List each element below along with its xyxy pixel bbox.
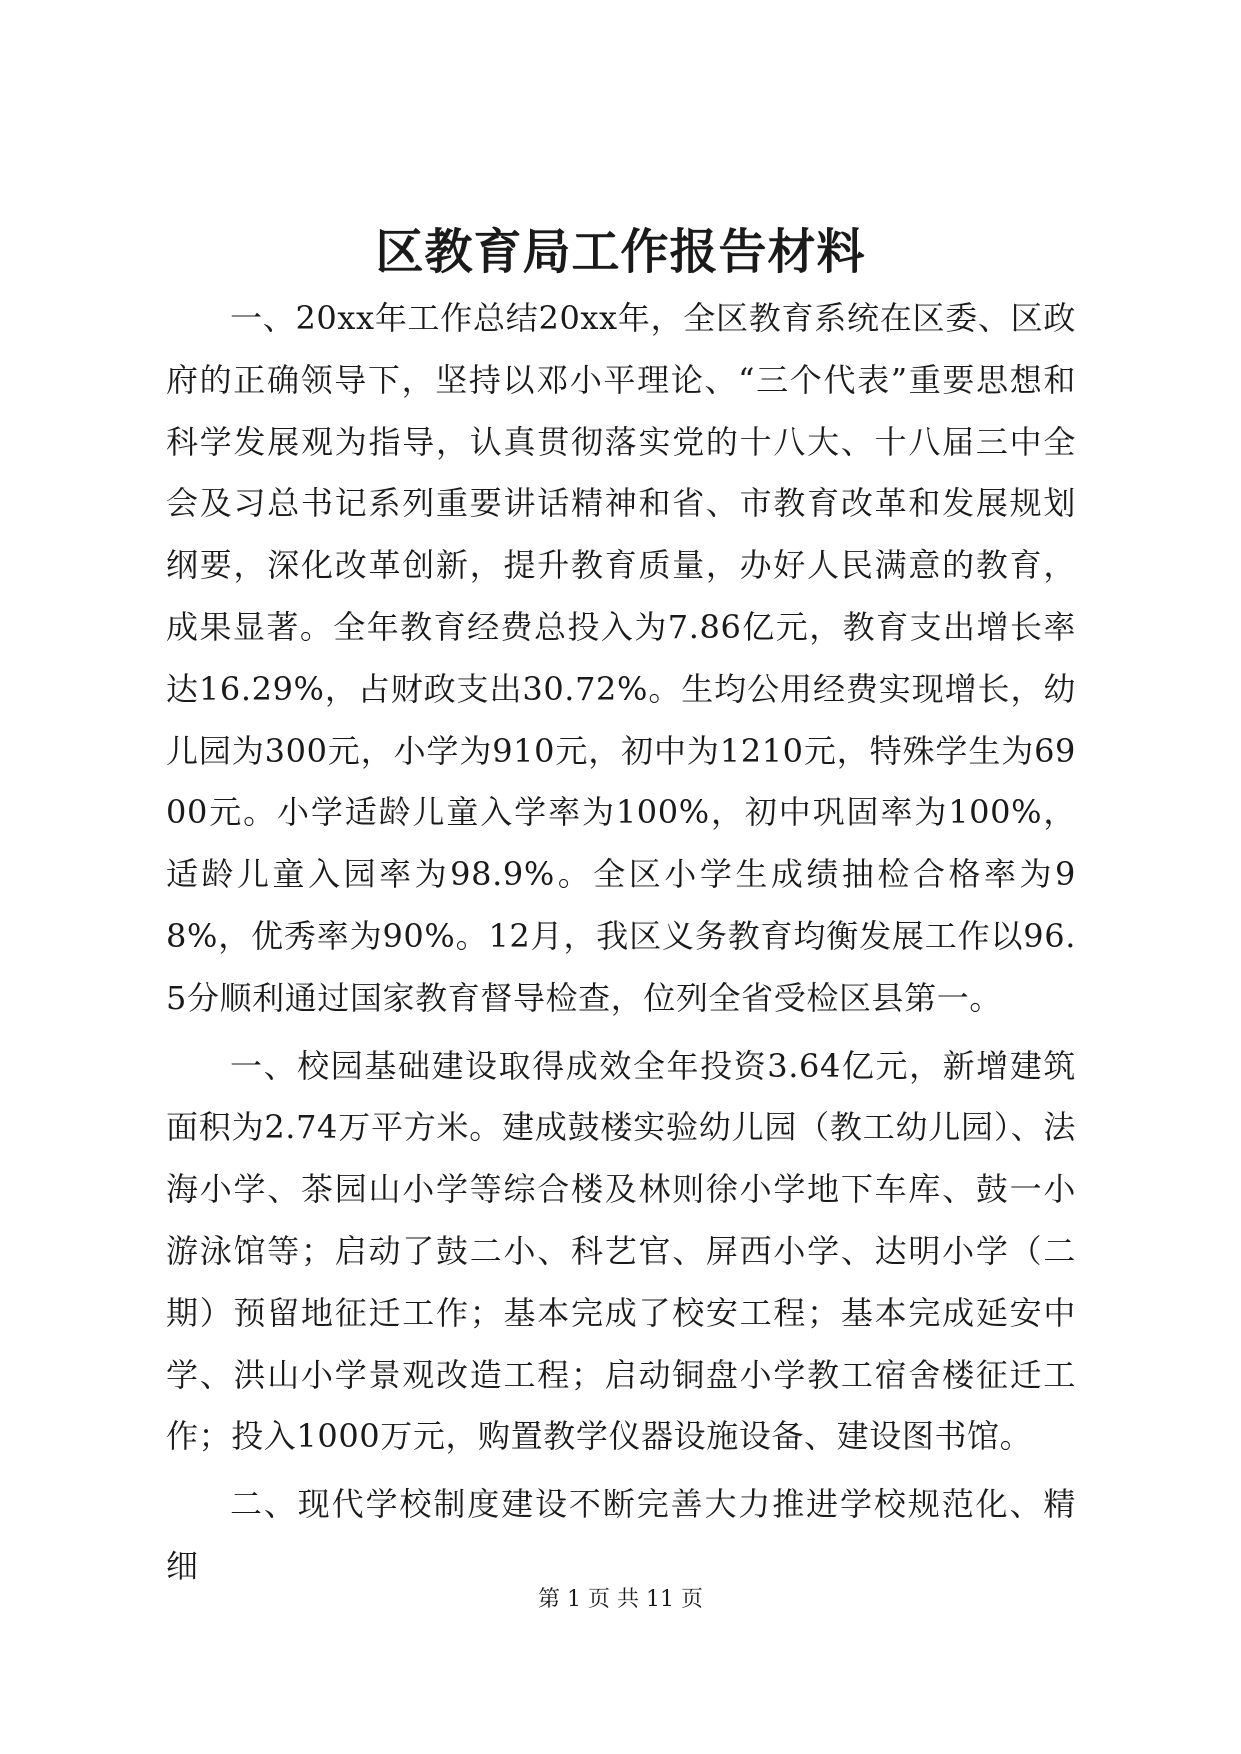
document-body: [166, 288, 1076, 1598]
paragraph-campus-construction: 一、校园基础建设取得成效全年投资3.64亿元，新增建筑面积为2.74万平方米。建成鼓楼实验幼儿园（教工幼儿园）、法海小学、茶园山小学等综合楼及林则徐小学地下车库、鼓一小游泳馆等；启动了鼓二小、科艺官、屏西小学、达明小学（二期）预留地征迁工作；基本完成了校安工程；基本完成延安中学、洪山小学景观改造工程；启动铜盘小学教工宿舍楼征迁工作；投入1000万元，购置教学仪器设施设备、建设图书馆。: [166, 1046, 1076, 1456]
paragraph-school-system: 二、现代学校制度建设不断完善大力推进学校规范化、精细: [166, 1485, 1076, 1585]
paragraph-summary: 一、20xx年工作总结20xx年，全区教育系统在区委、区政府的正确领导下，坚持以邓小平理论、“三个代表”重要思想和科学发展观为指导，认真贯彻落实党的十八大、十八届三中全会及习总书记系列重要讲话精神和省、市教育改革和发展规划纲要，深化改革创新，提升教育质量，办好人民满意的教育，成果显著。全年教育经费总投入为7.86亿元，教育支出增长率达16.29%，占财政支出30.72%。生均公用经费实现增长，幼儿园为300元，小学为910元，初中为1210元，特殊学生为6900元。小学适龄儿童入学率为100%，初中巩固率为100%，适龄儿童入园率为98.9%。全区小学生成绩抽检合格率为98%，优秀率为90%。12月，我区义务教育均衡发展工作以96.5分顺利通过国家教育督导检查，位列全省受检区县第一。: [166, 299, 1076, 1017]
document-title: 区教育局工作报告材料: [375, 224, 866, 280]
page-footer: 第 1 页 共 11 页: [538, 1587, 703, 1612]
